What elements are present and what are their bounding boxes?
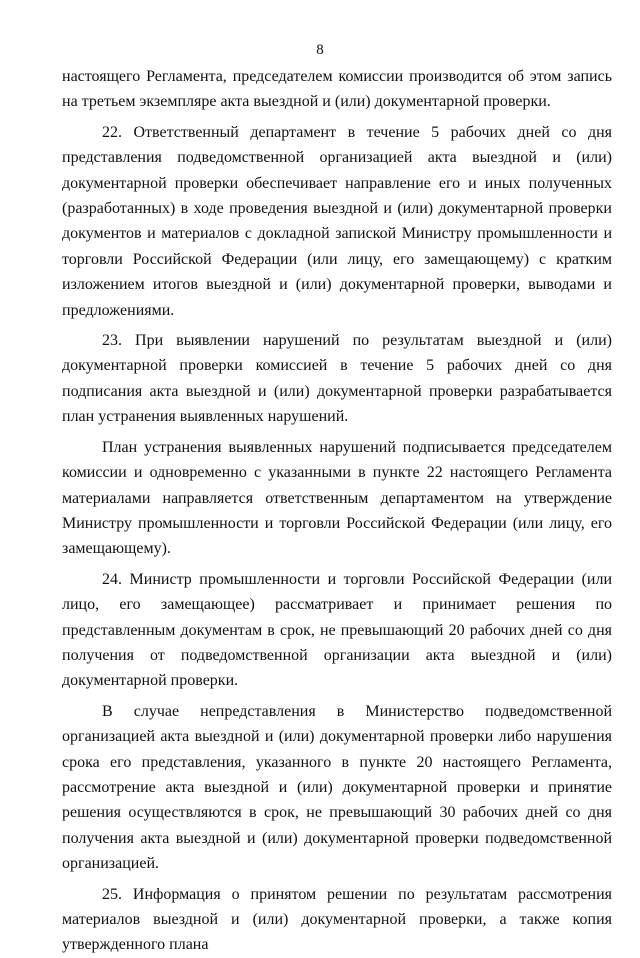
page-number: 8 xyxy=(316,42,324,58)
paragraph-item-25: 25. Информация о принятом решении по результатам рассмотрения материалов выездной и (или) документарной проверки, а также копия утвержденного плана xyxy=(62,885,612,954)
paragraph-item-22: 22. Ответственный департамент в течение 5 рабочих дней со дня представления подведомственной организацией акта выездной и (или) документарной проверки обеспечивает направление его и иных полученных (разработанных) в ходе проведения выездной и (или) документарной проверки документов и материалов с докладной запиской Министру промышленности и торговли Российской Федерации (или лицу, его замещающему) с кратким изложением итогов выездной и (или) документарной проверки, выводами и предложениями. xyxy=(62,123,612,319)
paragraph-non-submission: В случае непредставления в Министерство подведомственной организацией акта выездной и (или) документарной проверки либо нарушения срока его представления, указанного в пункте 20 настоящего Регламента, рассмотрение акта выездной и (или) документарной проверки и принятие решения осуществляются в срок, не превышающий 30 рабочих дней со дня получения акта выездной и (или) документарной проверки подведомственной организацией. xyxy=(62,702,612,873)
document-body xyxy=(62,64,612,958)
paragraph-continuation: настоящего Регламента, председателем комиссии производится об этом запись на третьем экземпляре акта выездной и (или) документарной проверки. xyxy=(62,68,612,111)
paragraph-plan-signing: План устранения выявленных нарушений подписывается председателем комиссии и одновременно с указанными в пункте 22 настоящего Регламента материалами направляется ответственным департаментом на утверждение Министру промышленности и торговли Российской Федерации (или лицу, его замещающему). xyxy=(62,438,612,558)
paragraph-item-23: 23. При выявлении нарушений по результатам выездной и (или) документарной проверки комиссией в течение 5 рабочих дней со дня подписания акта выездной и (или) документарной проверки разрабатывается план устранения выявленных нарушений. xyxy=(62,332,612,426)
paragraph-item-24: 24. Министр промышленности и торговли Российской Федерации (или лицо, его замещающее) рассматривает и принимает решения по представленным документам в срок, не превышающий 20 рабочих дней со дня получения от подведомственной организации акта выездной и (или) документарной проверки. xyxy=(62,570,612,690)
